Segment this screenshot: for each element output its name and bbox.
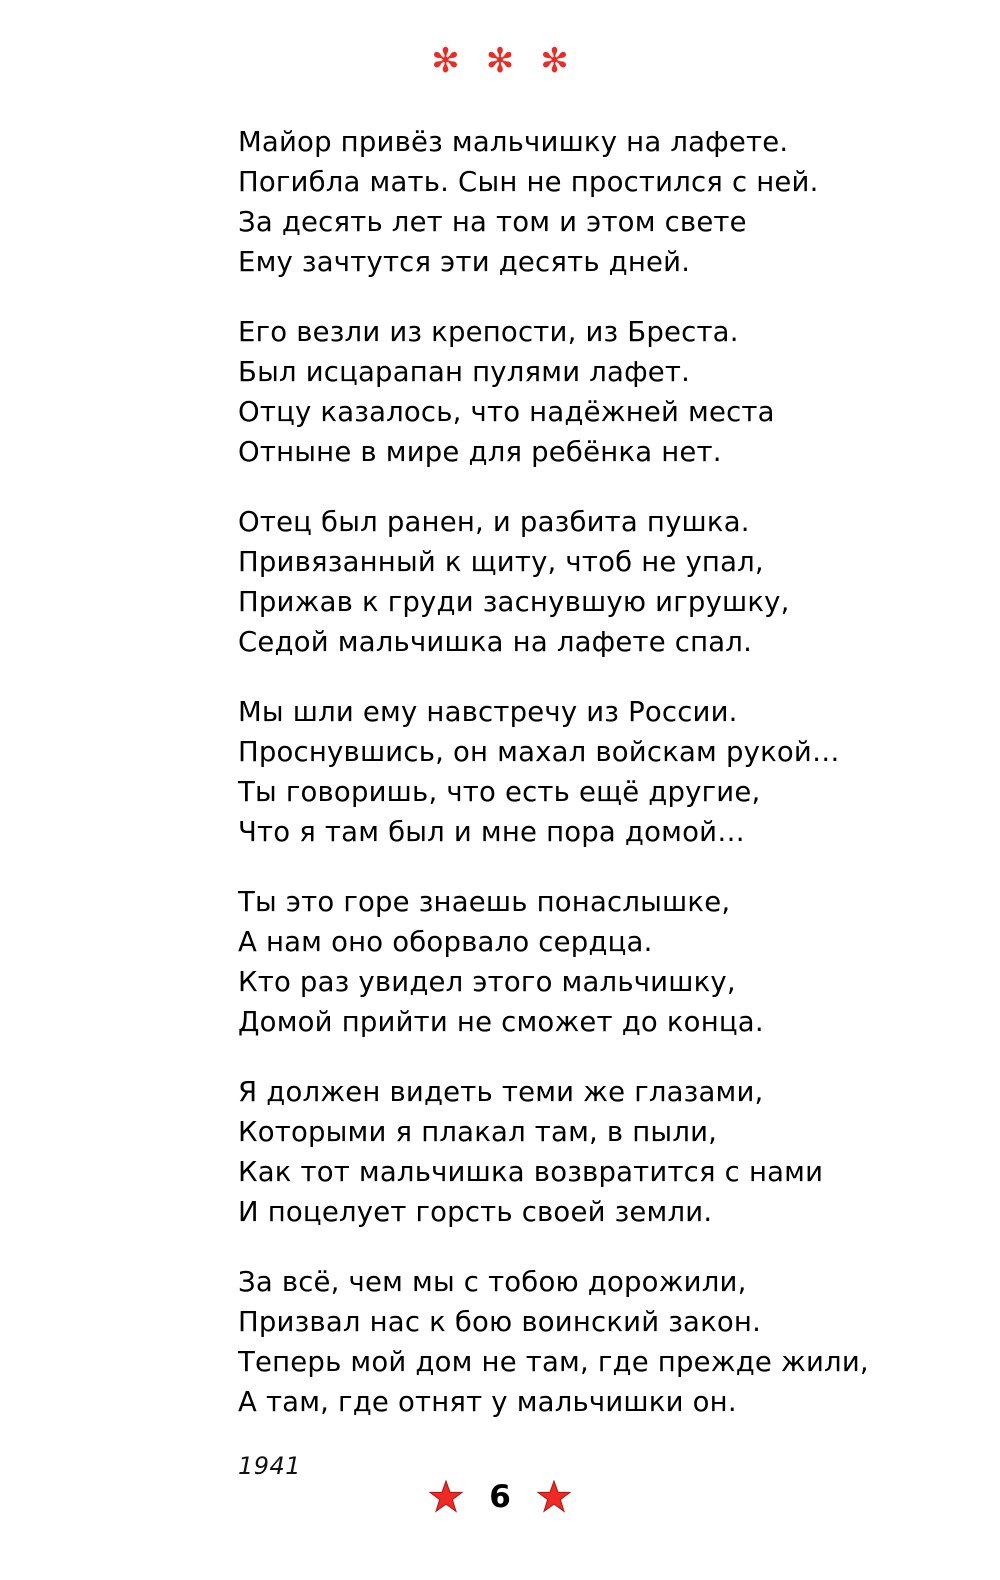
poem-line: И поцелует горсть своей земли.	[238, 1196, 713, 1228]
poem-line: За десять лет на том и этом свете	[238, 206, 747, 238]
asterisk-icon: ✻	[431, 41, 486, 81]
poem-line: Ты говоришь, что есть ещё другие,	[238, 776, 761, 808]
poem-line: Которыми я плакал там, в пыли,	[238, 1116, 718, 1148]
poem-line: Погибла мать. Сын не простился с ней.	[238, 166, 819, 198]
page-footer	[0, 1480, 1000, 1514]
poem-stanza	[238, 312, 880, 472]
top-ornament	[0, 41, 1000, 84]
poem-stanza	[238, 502, 880, 662]
poem-line: Отец был ранен, и разбита пушка.	[238, 506, 750, 538]
star-icon	[429, 1480, 463, 1514]
poem-stanza	[238, 1262, 880, 1422]
poem-stanza	[238, 692, 880, 852]
poem-stanza	[238, 1072, 880, 1232]
poem-stanza	[238, 122, 880, 282]
poem-line: Теперь мой дом не там, где прежде жили,	[238, 1346, 869, 1378]
poem-line: Как тот мальчишка возвратится с нами	[238, 1156, 824, 1188]
poem-line: А нам оно оборвало сердца.	[238, 926, 653, 958]
asterisk-icon: ✻	[540, 41, 595, 81]
poem-line: Кто раз увидел этого мальчишку,	[238, 966, 736, 998]
poem-line: Мы шли ему навстречу из России.	[238, 696, 738, 728]
poem-stanza	[238, 882, 880, 1042]
star-icon	[537, 1480, 571, 1514]
poem-line: Ему зачтутся эти десять дней.	[238, 246, 691, 278]
poem-line: За всё, чем мы с тобою дорожили,	[238, 1266, 747, 1298]
page-number: 6	[489, 1478, 511, 1515]
poem-line: Седой мальчишка на лафете спал.	[238, 626, 753, 658]
poem-year: 1941	[238, 1452, 302, 1480]
poem-line: Его везли из крепости, из Бреста.	[238, 316, 739, 348]
poem-line: Майор привёз мальчишку на лафете.	[238, 126, 789, 158]
poem-line: Что я там был и мне пора домой…	[238, 816, 745, 848]
poem-line: Я должен видеть теми же глазами,	[238, 1076, 764, 1108]
poem-line: Прижав к груди заснувшую игрушку,	[238, 586, 790, 618]
poem-line: Проснувшись, он махал войскам рукой…	[238, 736, 840, 768]
poem-line: Домой прийти не сможет до конца.	[238, 1006, 764, 1038]
poem-line: Был исцарапан пулями лафет.	[238, 356, 691, 388]
poem-line: А там, где отнят у мальчишки он.	[238, 1386, 737, 1418]
asterisk-icon: ✻	[485, 41, 541, 81]
poem-line: Отныне в мире для ребёнка нет.	[238, 436, 722, 468]
poem-body	[0, 122, 1000, 1480]
poem-line: Привязанный к щиту, чтоб не упал,	[238, 546, 764, 578]
poem-line: Отцу казалось, что надёжней места	[238, 396, 775, 428]
poem-line: Призвал нас к бою воинский закон.	[238, 1306, 762, 1338]
poem-line: Ты это горе знаешь понаслышке,	[238, 886, 731, 918]
